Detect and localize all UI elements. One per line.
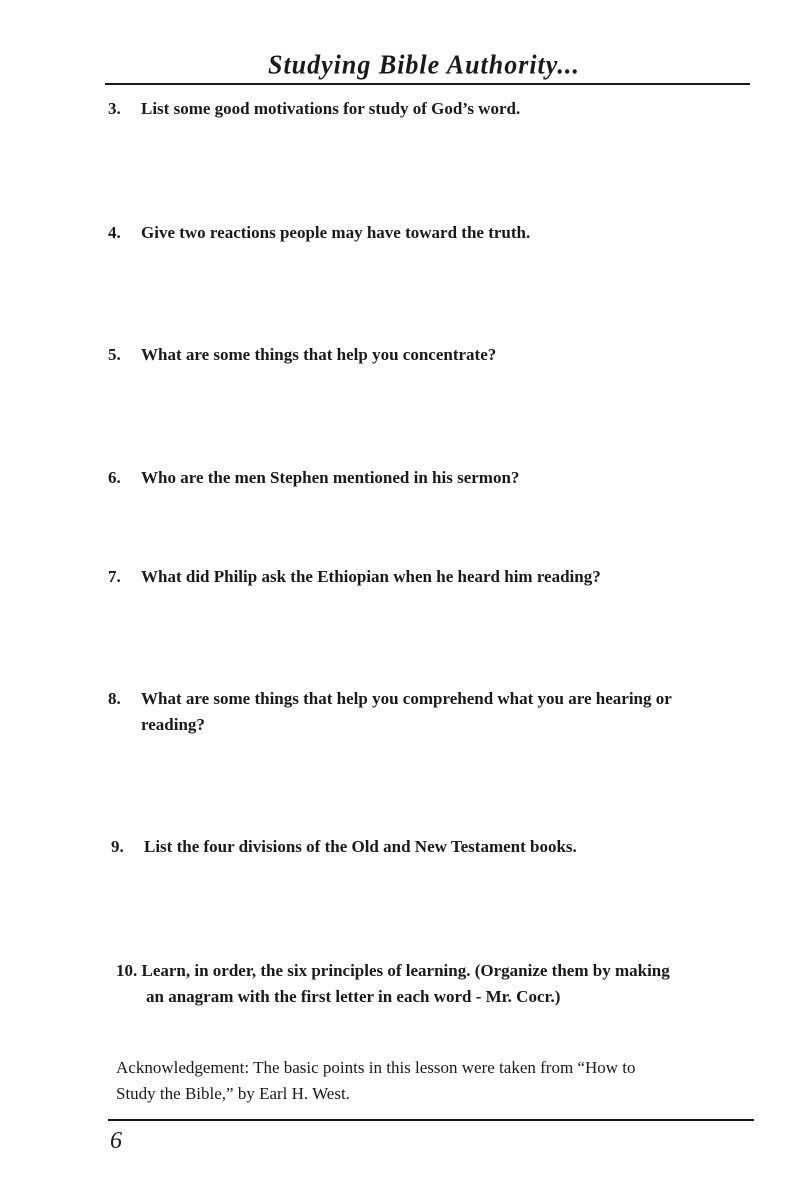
question-number: 7. — [108, 567, 121, 586]
question-text: List the four divisions of the Old and New Testament books. — [144, 837, 577, 856]
footer-rule — [108, 1119, 754, 1121]
question-text: Learn, in order, the six principles of learning. (Organize them by making — [141, 961, 670, 980]
question-text: What are some things that help you comprehend what you are hearing or — [141, 689, 672, 708]
question-number: 10. — [116, 961, 138, 980]
question-text: What are some things that help you concentrate? — [141, 345, 497, 364]
question-5 — [108, 342, 748, 368]
question-number: 5. — [108, 345, 121, 364]
question-10 — [116, 958, 756, 1010]
question-3 — [108, 96, 748, 122]
page-number: 6 — [110, 1128, 122, 1154]
question-text: What did Philip ask the Ethiopian when he heard him reading? — [141, 567, 601, 586]
page-header-title: Studying Bible Authority... — [268, 49, 580, 80]
question-4 — [108, 220, 748, 246]
question-text: Who are the men Stephen mentioned in his sermon? — [141, 468, 520, 487]
question-7 — [108, 564, 748, 590]
header-rule — [105, 83, 750, 85]
question-number: 4. — [108, 223, 121, 242]
question-text: Give two reactions people may have toward the truth. — [141, 223, 531, 242]
acknowledgement — [116, 1055, 746, 1107]
question-number: 9. — [111, 837, 124, 856]
question-text-continued: an anagram with the first letter in each word - Mr. Cocr.) — [146, 987, 561, 1006]
acknowledgement-line: Acknowledgement: The basic points in this lesson were taken from “How to — [116, 1058, 636, 1077]
question-number: 8. — [108, 689, 121, 708]
question-text: List some good motivations for study of God’s word. — [141, 99, 521, 118]
question-text-continued: reading? — [141, 715, 205, 734]
question-number: 6. — [108, 468, 121, 487]
question-9 — [111, 834, 751, 860]
question-number: 3. — [108, 99, 121, 118]
acknowledgement-line: Study the Bible,” by Earl H. West. — [116, 1084, 350, 1103]
question-6 — [108, 465, 748, 491]
question-8 — [108, 686, 748, 738]
